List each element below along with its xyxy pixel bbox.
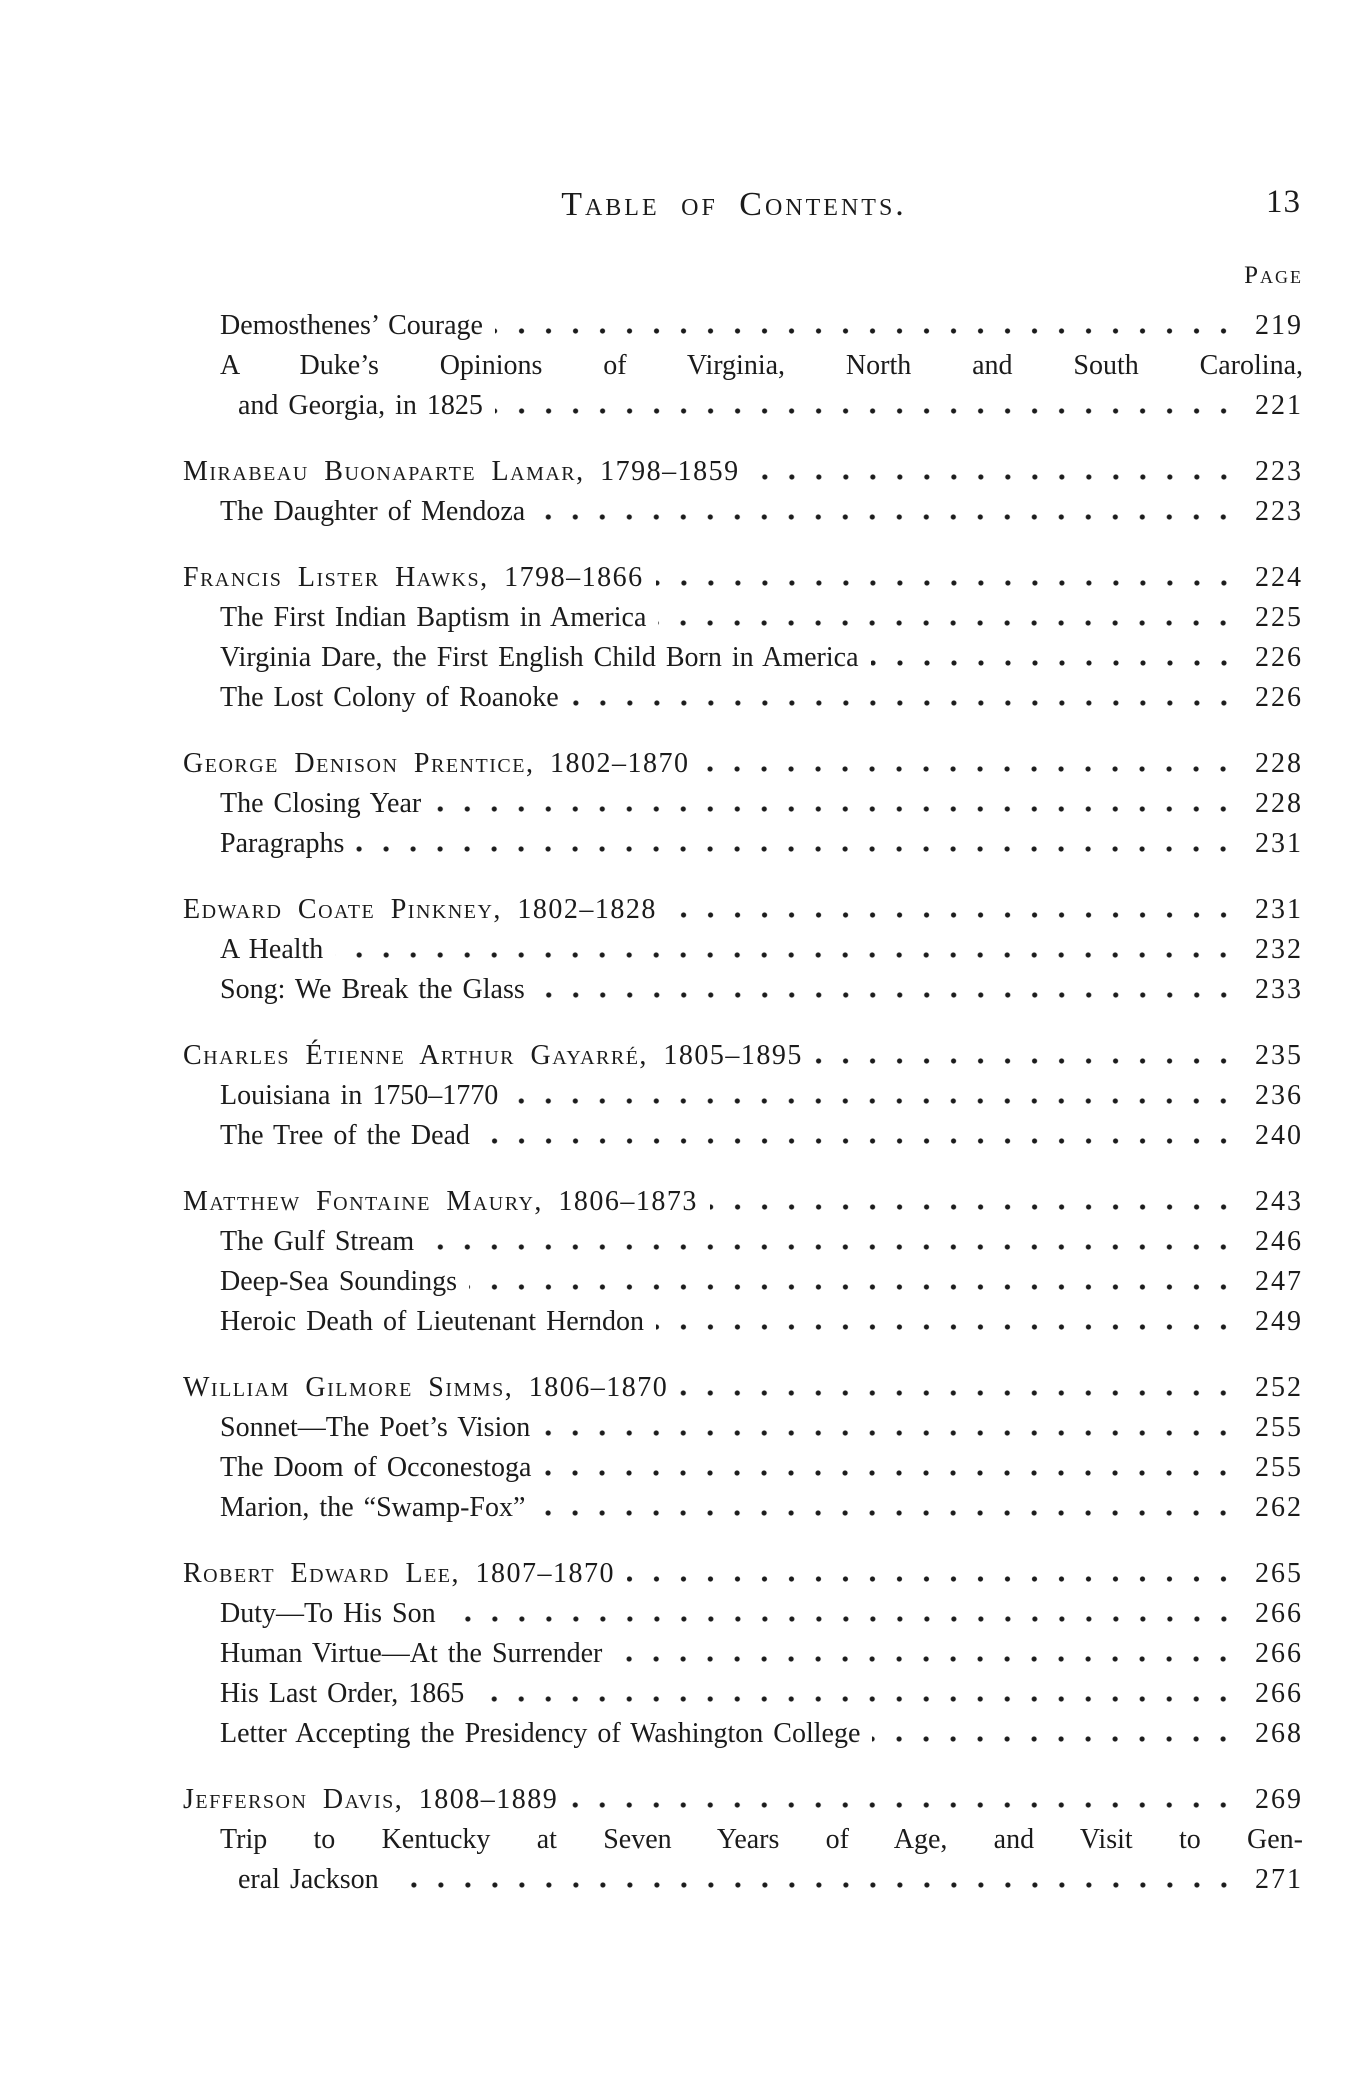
entry-title: The Gulf Stream bbox=[220, 1226, 415, 1257]
page-number: 224 bbox=[1255, 562, 1303, 593]
entry-title: Paragraphs bbox=[220, 828, 345, 859]
dot-leader bbox=[614, 1656, 1237, 1662]
dot-leader bbox=[710, 1204, 1237, 1210]
page-number: 225 bbox=[1255, 602, 1303, 633]
dot-leader bbox=[391, 1882, 1237, 1888]
toc-author-heading bbox=[165, 558, 1303, 598]
entry-title: A Duke’s Opinions of Virginia, North and South Carolina, bbox=[220, 350, 1303, 381]
entry-title: Duty—To His Son bbox=[220, 1598, 436, 1629]
entry-title: Louisiana in 1750–1770 bbox=[220, 1080, 499, 1111]
page-number: 231 bbox=[1255, 894, 1303, 925]
dot-leader bbox=[871, 660, 1238, 666]
dot-leader bbox=[872, 1736, 1237, 1742]
entry-title: The Lost Colony of Roanoke bbox=[220, 682, 559, 713]
table-of-contents bbox=[165, 306, 1303, 1900]
page-header bbox=[165, 186, 1303, 238]
page-number: 266 bbox=[1255, 1638, 1303, 1669]
toc-author-heading bbox=[165, 1036, 1303, 1076]
dot-leader bbox=[510, 1098, 1237, 1104]
page-number: 255 bbox=[1255, 1412, 1303, 1443]
entry-title: The Daughter of Mendoza bbox=[220, 496, 526, 527]
dot-leader bbox=[669, 912, 1237, 918]
page-number: 228 bbox=[1255, 788, 1303, 819]
author-heading-text: Mirabeau Buonaparte Lamar, 1798–1859 bbox=[183, 456, 740, 487]
page-number: 271 bbox=[1255, 1864, 1303, 1895]
entry-title: The Tree of the Dead bbox=[220, 1120, 470, 1151]
toc-entry bbox=[165, 492, 1303, 532]
entry-title: Trip to Kentucky at Seven Years of Age, and Visit to Gen- bbox=[220, 1824, 1303, 1855]
dot-leader bbox=[356, 846, 1237, 852]
toc-entry bbox=[165, 1634, 1303, 1674]
toc-entry bbox=[165, 1076, 1303, 1116]
toc-entry bbox=[165, 824, 1303, 864]
entry-title: The Closing Year bbox=[220, 788, 422, 819]
dot-leader bbox=[815, 1058, 1237, 1064]
toc-entry bbox=[165, 598, 1303, 638]
toc-entry-wrapped-line bbox=[165, 1820, 1303, 1860]
toc-entry bbox=[165, 1860, 1303, 1900]
dot-leader bbox=[433, 806, 1237, 812]
toc-entry bbox=[165, 1674, 1303, 1714]
page-number: 235 bbox=[1255, 1040, 1303, 1071]
page-number: 221 bbox=[1255, 390, 1303, 421]
author-heading-text: George Denison Prentice, 1802–1870 bbox=[183, 748, 690, 779]
toc-author-heading bbox=[165, 1368, 1303, 1408]
entry-title: and Georgia, in 1825 bbox=[238, 390, 483, 421]
dot-leader bbox=[752, 474, 1237, 480]
entry-title: Letter Accepting the Presidency of Washington College bbox=[220, 1718, 861, 1749]
entry-title: Song: We Break the Glass bbox=[220, 974, 525, 1005]
toc-entry bbox=[165, 1594, 1303, 1634]
dot-leader bbox=[495, 408, 1237, 414]
toc-author-heading bbox=[165, 1780, 1303, 1820]
page-number: 226 bbox=[1255, 682, 1303, 713]
page-number: 228 bbox=[1255, 748, 1303, 779]
page-number: 266 bbox=[1255, 1598, 1303, 1629]
page-number: 252 bbox=[1255, 1372, 1303, 1403]
author-heading-text: Edward Coate Pinkney, 1802–1828 bbox=[183, 894, 657, 925]
page-number: 223 bbox=[1255, 456, 1303, 487]
toc-author-heading bbox=[165, 1554, 1303, 1594]
page-number: 236 bbox=[1255, 1080, 1303, 1111]
toc-entry bbox=[165, 1302, 1303, 1342]
page-number: 269 bbox=[1255, 1784, 1303, 1815]
dot-leader bbox=[680, 1390, 1237, 1396]
dot-leader bbox=[627, 1576, 1237, 1582]
dot-leader bbox=[426, 1244, 1237, 1250]
toc-entry-wrapped-line bbox=[165, 346, 1303, 386]
author-heading-text: Charles Étienne Arthur Gayarré, 1805–1895 bbox=[183, 1040, 803, 1071]
toc-section bbox=[165, 1036, 1303, 1156]
toc-section bbox=[165, 1182, 1303, 1342]
dot-leader bbox=[335, 952, 1237, 958]
toc-author-heading bbox=[165, 452, 1303, 492]
toc-section bbox=[165, 306, 1303, 426]
toc-entry bbox=[165, 306, 1303, 346]
dot-leader bbox=[482, 1138, 1237, 1144]
toc-entry bbox=[165, 1488, 1303, 1528]
toc-section bbox=[165, 452, 1303, 532]
dot-leader bbox=[495, 328, 1237, 334]
author-heading-text: Matthew Fontaine Maury, 1806–1873 bbox=[183, 1186, 698, 1217]
toc-entry bbox=[165, 784, 1303, 824]
entry-title: The Doom of Occonestoga bbox=[220, 1452, 532, 1483]
dot-leader bbox=[571, 700, 1237, 706]
toc-entry bbox=[165, 930, 1303, 970]
dot-leader bbox=[448, 1616, 1237, 1622]
author-heading-text: William Gilmore Simms, 1806–1870 bbox=[183, 1372, 669, 1403]
entry-title: Human Virtue—At the Surrender bbox=[220, 1638, 603, 1669]
folio-number: 13 bbox=[1266, 184, 1301, 220]
entry-title: His Last Order, 1865 bbox=[220, 1678, 465, 1709]
page-number: 231 bbox=[1255, 828, 1303, 859]
dot-leader bbox=[543, 1470, 1237, 1476]
author-heading-text: Jefferson Davis, 1808–1889 bbox=[183, 1784, 559, 1815]
page-title: Table of Contents. bbox=[561, 186, 907, 223]
dot-leader bbox=[701, 766, 1237, 772]
toc-entry bbox=[165, 678, 1303, 718]
entry-title: Heroic Death of Lieutenant Herndon bbox=[220, 1306, 645, 1337]
toc-section bbox=[165, 558, 1303, 718]
dot-leader bbox=[537, 514, 1237, 520]
dot-leader bbox=[476, 1696, 1237, 1702]
toc-author-heading bbox=[165, 890, 1303, 930]
toc-entry bbox=[165, 386, 1303, 426]
toc-author-heading bbox=[165, 744, 1303, 784]
page-number: 247 bbox=[1255, 1266, 1303, 1297]
toc-entry bbox=[165, 1448, 1303, 1488]
page-number: 255 bbox=[1255, 1452, 1303, 1483]
dot-leader bbox=[537, 992, 1237, 998]
toc-section bbox=[165, 1554, 1303, 1754]
page-number: 232 bbox=[1255, 934, 1303, 965]
entry-title: Deep-Sea Soundings bbox=[220, 1266, 458, 1297]
dot-leader bbox=[542, 1430, 1237, 1436]
toc-entry bbox=[165, 970, 1303, 1010]
dot-leader bbox=[570, 1802, 1237, 1808]
entry-title: Virginia Dare, the First English Child Born in America bbox=[220, 642, 859, 673]
entry-title: Sonnet—The Poet’s Vision bbox=[220, 1412, 531, 1443]
toc-entry bbox=[165, 1262, 1303, 1302]
page-number: 223 bbox=[1255, 496, 1303, 527]
page-number: 265 bbox=[1255, 1558, 1303, 1589]
author-heading-text: Robert Edward Lee, 1807–1870 bbox=[183, 1558, 616, 1589]
dot-leader bbox=[658, 620, 1237, 626]
page-number: 219 bbox=[1255, 310, 1303, 341]
page-number: 268 bbox=[1255, 1718, 1303, 1749]
entry-title: The First Indian Baptism in America bbox=[220, 602, 647, 633]
page-number: 249 bbox=[1255, 1306, 1303, 1337]
page-number: 266 bbox=[1255, 1678, 1303, 1709]
toc-section bbox=[165, 890, 1303, 1010]
dot-leader bbox=[537, 1510, 1237, 1516]
toc-entry bbox=[165, 1222, 1303, 1262]
page-number: 226 bbox=[1255, 642, 1303, 673]
page-number: 246 bbox=[1255, 1226, 1303, 1257]
dot-leader bbox=[469, 1284, 1237, 1290]
page-column-label: Page bbox=[1244, 262, 1303, 289]
toc-author-heading bbox=[165, 1182, 1303, 1222]
toc-entry bbox=[165, 1116, 1303, 1156]
page-number: 262 bbox=[1255, 1492, 1303, 1523]
toc-section bbox=[165, 1368, 1303, 1528]
page-number: 243 bbox=[1255, 1186, 1303, 1217]
toc-section bbox=[165, 1780, 1303, 1900]
page-number: 240 bbox=[1255, 1120, 1303, 1151]
dot-leader bbox=[656, 580, 1237, 586]
toc-section bbox=[165, 744, 1303, 864]
page-column-label-row bbox=[165, 262, 1303, 296]
dot-leader bbox=[656, 1324, 1237, 1330]
entry-title: Demosthenes’ Courage bbox=[220, 310, 483, 341]
entry-title: eral Jackson bbox=[238, 1864, 379, 1895]
page-number: 233 bbox=[1255, 974, 1303, 1005]
entry-title: Marion, the “Swamp-Fox” bbox=[220, 1492, 526, 1523]
toc-entry bbox=[165, 638, 1303, 678]
entry-title: A Health bbox=[220, 934, 324, 965]
toc-entry bbox=[165, 1408, 1303, 1448]
author-heading-text: Francis Lister Hawks, 1798–1866 bbox=[183, 562, 644, 593]
toc-entry bbox=[165, 1714, 1303, 1754]
